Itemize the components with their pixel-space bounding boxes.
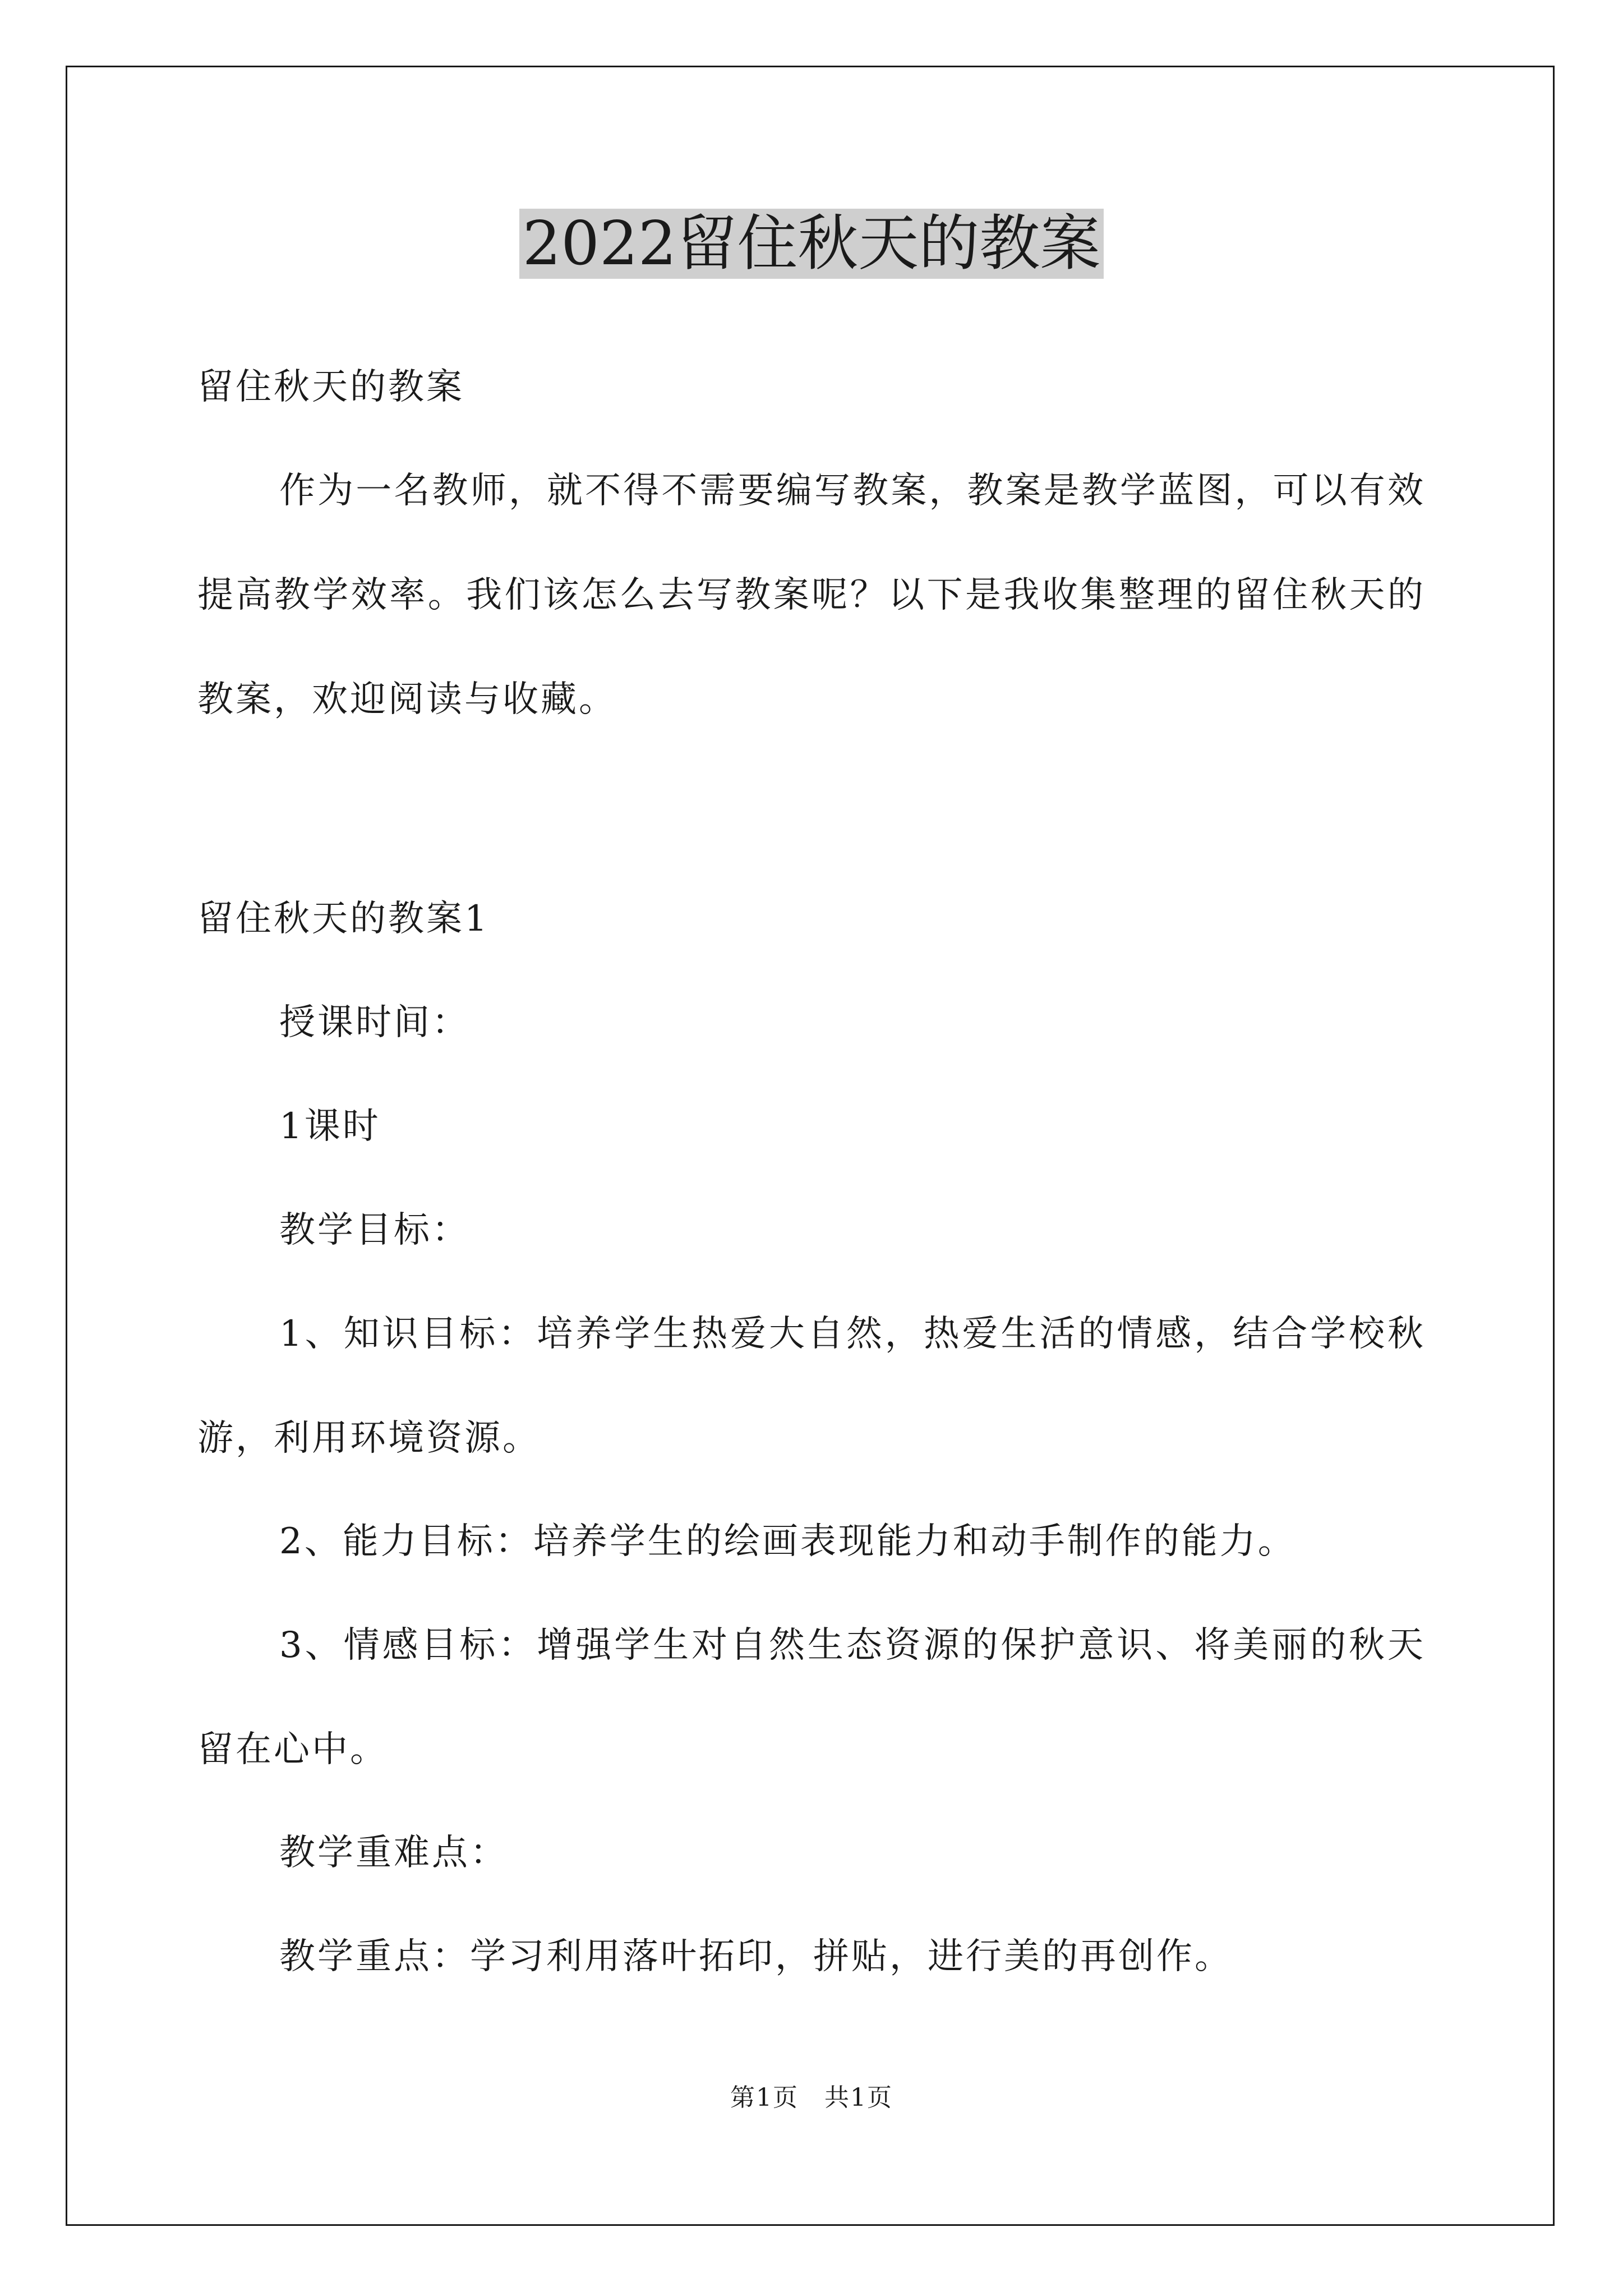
goal-knowledge: 1、知识目标：培养学生热爱大自然，热爱生活的情感，结合学校秋游，利用环境资源。 (197, 1313, 1426, 1459)
section-heading-1: 留住秋天的教案1 (197, 898, 490, 940)
class-time-label: 授课时间： (279, 1002, 470, 1043)
section-heading-intro: 留住秋天的教案 (197, 366, 464, 408)
document-title-text: 2022留住秋天的教案 (519, 209, 1104, 279)
intro-paragraph: 作为一名教师，就不得不需要编写教案，教案是教学蓝图，可以有效提高教学效率。我们该怎么去写教案呢？以下是我收集整理的留住秋天的教案，欢迎阅读与收藏。 (197, 470, 1426, 720)
teaching-focus: 教学重点：学习利用落叶拓印，拼贴，进行美的再创作。 (279, 1936, 1233, 1977)
page-number-footer: 第1页 共1页 (730, 2083, 893, 2112)
key-difficulties-label: 教学重难点： (279, 1832, 508, 1874)
class-time-value: 1课时 (279, 1106, 381, 1147)
goal-emotion: 3、情感目标：增强学生对自然生态资源的保护意识、将美丽的秋天留在心中。 (197, 1625, 1426, 1770)
document-title (0, 205, 1623, 283)
goal-ability: 2、能力目标：培养学生的绘画表现能力和动手制作的能力。 (279, 1521, 1296, 1562)
teaching-goals-label: 教学目标： (279, 1209, 470, 1251)
